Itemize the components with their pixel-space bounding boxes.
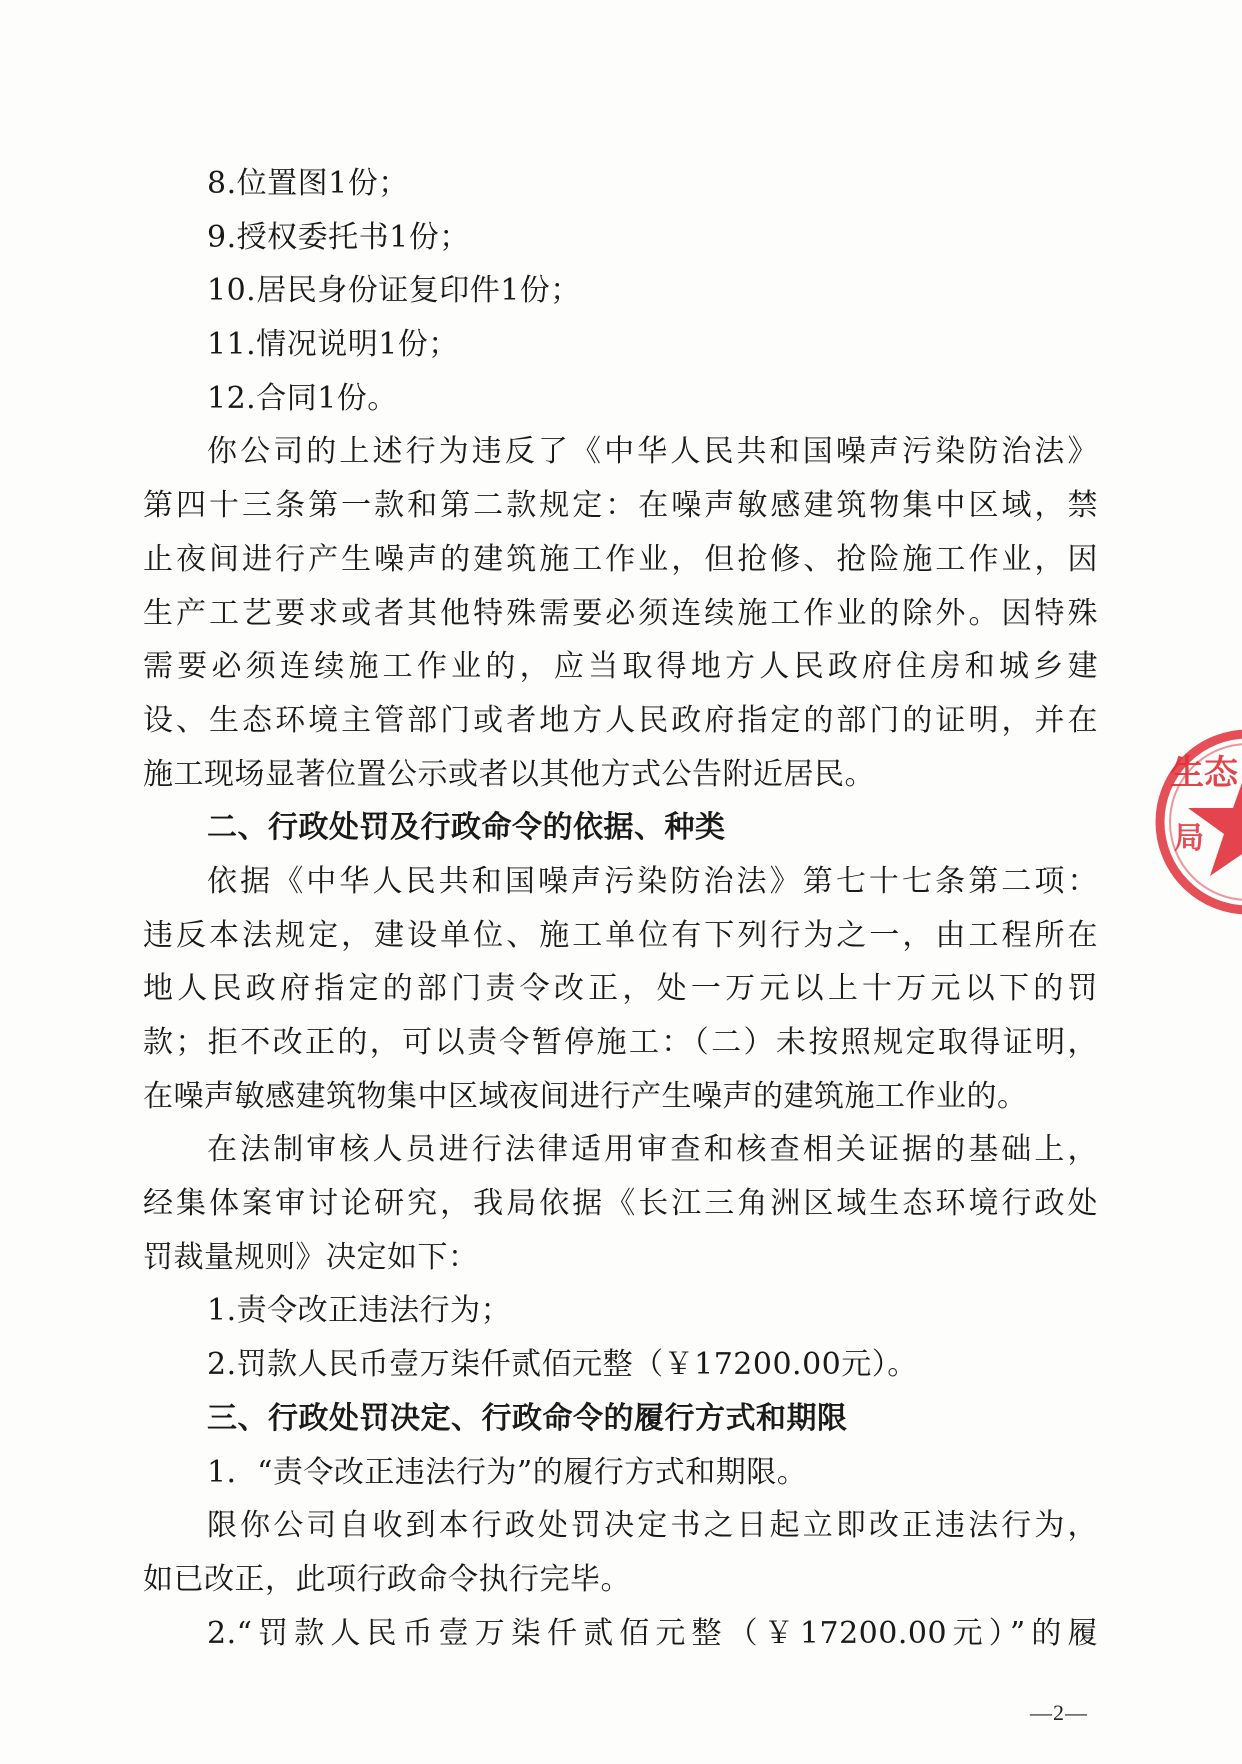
official-seal: [1148, 722, 1242, 922]
seal-text-upper: 生态: [1170, 753, 1238, 793]
attachment-item-9: 9.授权委托书1份；: [207, 219, 470, 255]
decision-item-2: 2.罚款人民币壹万柒仟贰佰元整（￥17200.00元）。: [207, 1347, 918, 1383]
document-body: [143, 157, 1098, 1660]
performance-paragraph-line: 限你公司自收到本行政处罚决定书之日起立即改正违法行为，: [207, 1508, 1098, 1544]
basis-paragraph-line: 违反本法规定，建设单位、施工单位有下列行为之一，由工程所在: [143, 917, 1098, 953]
basis-paragraph-line: 地人民政府指定的部门责令改正，处一万元以上十万元以下的罚: [143, 971, 1098, 1007]
review-paragraph-line: 在法制审核人员进行法律适用审查和核查相关证据的基础上，: [207, 1132, 1098, 1168]
page-number: —2—: [1030, 1700, 1088, 1725]
attachment-item-10: 10.居民身份证复印件1份；: [207, 273, 581, 309]
violation-paragraph-line: 生产工艺要求或者其他特殊需要必须连续施工作业的除外。因特殊: [143, 595, 1098, 631]
violation-paragraph-line: 需要必须连续施工作业的，应当取得地方人民政府住房和城乡建: [143, 649, 1098, 685]
violation-paragraph-line: 设、生态环境主管部门或者地方人民政府指定的部门的证明，并在: [143, 702, 1098, 738]
section-heading-basis: 二、行政处罚及行政命令的依据、种类: [207, 810, 726, 846]
review-paragraph-line: 罚裁量规则》决定如下：: [143, 1239, 479, 1275]
attachment-item-12: 12.合同1份。: [207, 380, 398, 416]
violation-paragraph-line: 施工现场显著位置公示或者以其他方式公告附近居民。: [143, 756, 875, 792]
violation-paragraph-line: 止夜间进行产生噪声的建筑施工作业，但抢修、抢险施工作业，因: [143, 541, 1098, 577]
basis-paragraph-line: 在噪声敏感建筑物集中区域夜间进行产生噪声的建筑施工作业的。: [143, 1078, 1028, 1114]
basis-paragraph-line: 款；拒不改正的，可以责令暂停施工：（二）未按照规定取得证明，: [143, 1025, 1098, 1060]
review-paragraph-line: 经集体案审讨论研究，我局依据《长江三角洲区域生态环境行政处: [143, 1186, 1098, 1222]
attachment-item-8: 8.位置图1份；: [207, 166, 409, 201]
performance-item-1: 1．“责令改正违法行为”的履行方式和期限。: [207, 1454, 808, 1490]
attachment-item-11: 11.情况说明1份；: [207, 327, 459, 363]
section-heading-performance: 三、行政处罚决定、行政命令的履行方式和期限: [207, 1400, 848, 1436]
basis-paragraph-line: 依据《中华人民共和国噪声污染防治法》第七十七条第二项：: [207, 863, 1098, 899]
violation-paragraph-line: 你公司的上述行为违反了《中华人民共和国噪声污染防治法》: [207, 434, 1098, 470]
seal-text-lower: 局: [1174, 821, 1204, 856]
decision-item-1: 1.责令改正违法行为；: [207, 1293, 512, 1329]
performance-paragraph-line: 如已改正，此项行政命令执行完毕。: [143, 1561, 631, 1597]
performance-item-2: 2.“罚款人民币壹万柒仟贰佰元整（￥17200.00元）”的履: [207, 1615, 1098, 1651]
violation-paragraph-line: 第四十三条第一款和第二款规定：在噪声敏感建筑物集中区域，禁: [143, 488, 1098, 524]
